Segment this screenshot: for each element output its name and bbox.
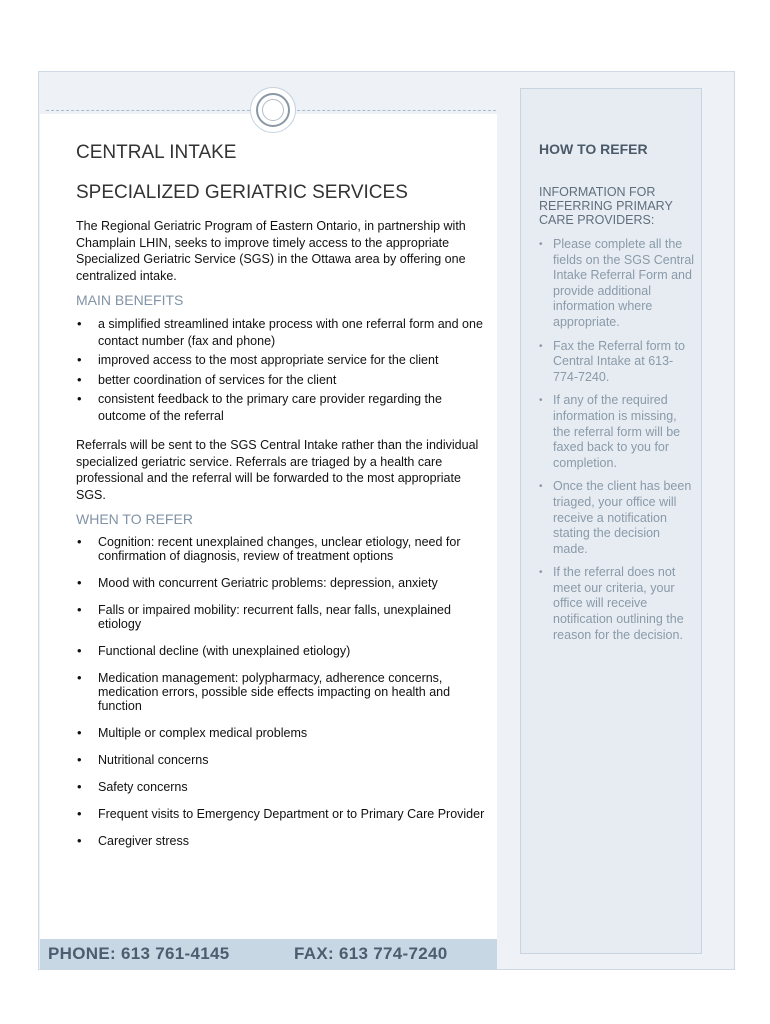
list-item: • Frequent visits to Emergency Department or to Primary Care Provider (76, 807, 486, 821)
list-item: • consistent feedback to the primary care provider regarding the outcome of the referral (76, 391, 486, 424)
benefits-list (76, 316, 486, 424)
list-item: • Caregiver stress (76, 834, 486, 848)
main-content (76, 140, 486, 861)
title-central-intake: CENTRAL INTAKE (76, 142, 237, 163)
sidebar-panel (520, 88, 702, 954)
list-item: • Safety concerns (76, 780, 486, 794)
list-item: • Cognition: recent unexplained changes, unclear etiology, need for confirmation of diagnosis, review of treatment options (76, 535, 486, 563)
list-item: • Fax the Referral form to Central Intake at 613-774-7240. (539, 339, 697, 386)
list-item: • If any of the required information is missing, the referral form will be faxed back to you for completion. (539, 393, 697, 471)
ring-core (262, 99, 284, 121)
ring-ornament-icon (250, 87, 296, 133)
phone-number: PHONE: 613 761-4145 (48, 944, 230, 963)
ring-inner (256, 93, 290, 127)
list-item: • Nutritional concerns (76, 753, 486, 767)
fax-number: FAX: 613 774-7240 (294, 944, 448, 963)
intro-paragraph: The Regional Geriatric Program of Eastern Ontario, in partnership with Champlain LHIN, seeks to improve timely access to the appropriate Specialized Geriatric Service (SGS) in the Ottawa area by offering one centralized intake. (76, 219, 466, 283)
list-item: • Falls or impaired mobility: recurrent falls, near falls, unexplained etiology (76, 603, 486, 631)
list-item: • Mood with concurrent Geriatric problems: depression, anxiety (76, 576, 486, 590)
when-list (76, 535, 486, 848)
benefits-heading: MAIN BENEFITS (76, 292, 184, 308)
list-item: • Once the client has been triaged, your office will receive a notification stating the decision made. (539, 479, 697, 557)
list-item: • better coordination of services for the client (76, 372, 486, 389)
title-sgs: SPECIALIZED GERIATRIC SERVICES (76, 182, 408, 203)
sidebar-list (539, 237, 697, 643)
when-heading: WHEN TO REFER (76, 511, 193, 527)
list-item: • Multiple or complex medical problems (76, 726, 486, 740)
list-item: • Please complete all the fields on the SGS Central Intake Referral Form and provide additional information where appropriate. (539, 237, 697, 331)
list-item: • a simplified streamlined intake process with one referral form and one contact number (fax and phone) (76, 316, 486, 349)
list-item: • improved access to the most appropriate service for the client (76, 352, 486, 369)
referral-paragraph: Referrals will be sent to the SGS Central Intake rather than the individual specialized geriatric service. Referrals are triaged by a health care professional and the referral will be forwarded to the most appropriate SGS. (76, 438, 479, 502)
list-item: • Functional decline (with unexplained etiology) (76, 644, 486, 658)
sidebar-heading: HOW TO REFER (539, 141, 648, 157)
list-item: • If the referral does not meet our criteria, your office will receive notification outlining the reason for the decision. (539, 565, 697, 643)
sidebar-subheading: INFORMATION FOR REFERRING PRIMARY CARE PROVIDERS: (539, 185, 673, 227)
contact-footer (40, 939, 497, 970)
sidebar-content (539, 141, 697, 651)
list-item: • Medication management: polypharmacy, adherence concerns, medication errors, possible side effects impacting on health and function (76, 671, 486, 713)
